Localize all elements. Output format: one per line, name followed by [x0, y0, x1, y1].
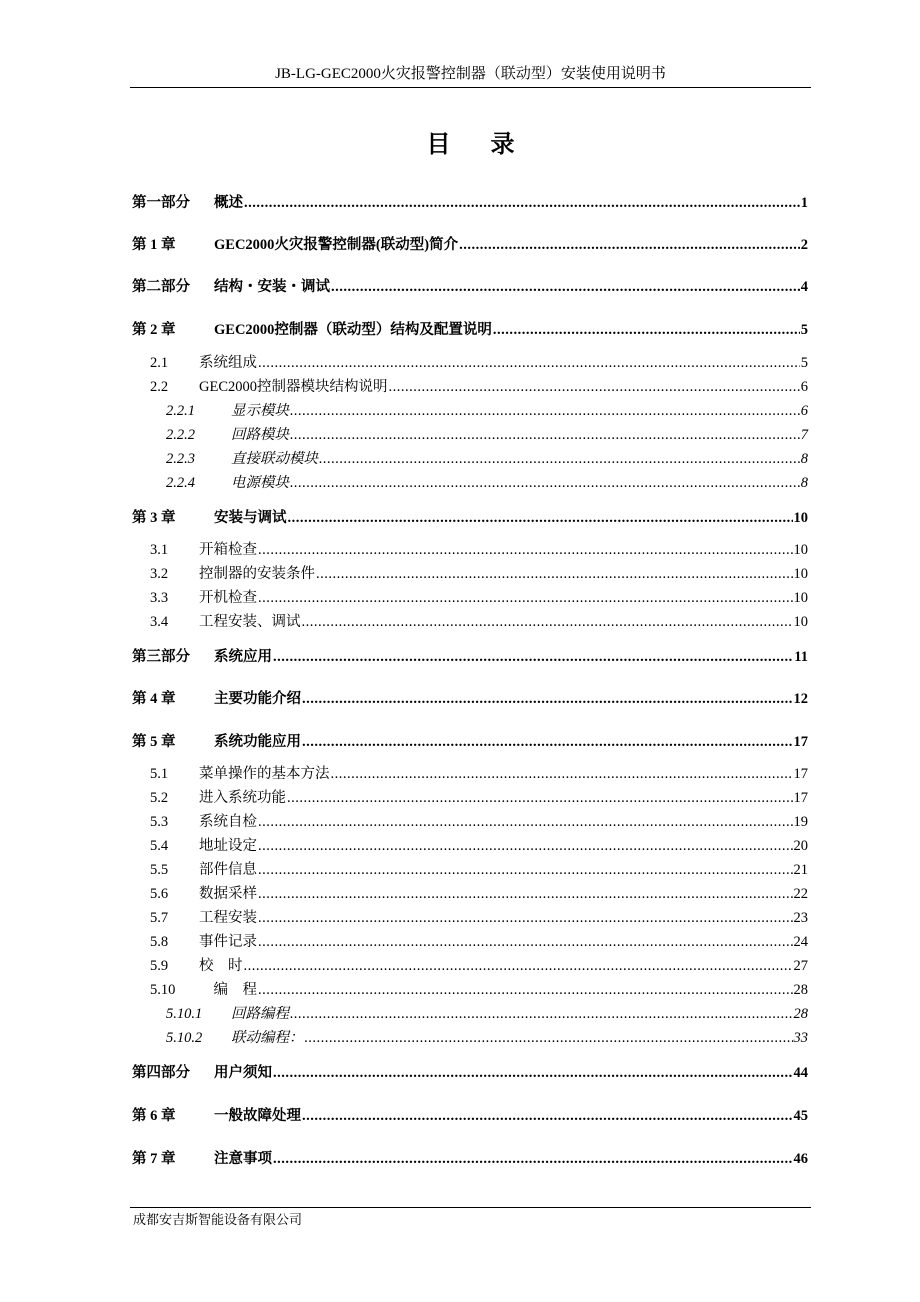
- toc-entry[interactable]: [132, 505, 808, 527]
- toc-entry-label: 工程安装: [199, 910, 257, 926]
- toc-entry-number: 2.2.2: [166, 427, 195, 443]
- toc-entry-label: 系统应用: [214, 649, 272, 665]
- toc-entry[interactable]: [132, 232, 808, 254]
- toc-entry-label: 部件信息: [199, 862, 257, 878]
- toc-leader-dots: [331, 278, 800, 296]
- toc-entry-number: 5.2: [150, 790, 169, 806]
- toc-entry-page: 6: [800, 379, 808, 395]
- toc-entry[interactable]: [132, 274, 808, 296]
- toc-entry-label: 电源模块: [231, 475, 289, 491]
- toc-entry-page: 6: [800, 403, 808, 419]
- toc-entry-page: 21: [793, 862, 808, 878]
- toc-entry[interactable]: [166, 470, 808, 492]
- toc-entry-label: GEC2000控制器（联动型）结构及配置说明: [214, 322, 492, 338]
- toc-entry[interactable]: [132, 729, 808, 751]
- toc-entry-page: 17: [793, 734, 808, 750]
- toc-entry-page: 27: [793, 958, 808, 974]
- toc-entry-number: 第二部分: [132, 279, 190, 295]
- page-title: 目录: [426, 132, 555, 158]
- toc-entry-page: 10: [793, 542, 808, 558]
- toc-entry[interactable]: [132, 190, 808, 212]
- toc-entry-number: 3.4: [150, 614, 169, 630]
- toc-leader-dots: [389, 378, 800, 396]
- toc-entry[interactable]: [166, 422, 808, 444]
- toc-entry-number: 第 4 章: [132, 691, 176, 707]
- toc-entry-label: 结构・安装・调试: [214, 279, 330, 295]
- toc-entry-number: 2.1: [150, 355, 169, 371]
- toc-entry-page: 46: [793, 1151, 808, 1167]
- toc-entry-page: 28: [793, 982, 808, 998]
- toc-entry[interactable]: [150, 833, 808, 855]
- toc-leader-dots: [302, 1107, 793, 1125]
- toc-entry-number: 2.2.3: [166, 451, 195, 467]
- toc-entry-label: 校 时: [199, 958, 243, 974]
- toc-leader-dots: [258, 589, 793, 607]
- toc-entry-label: 系统组成: [199, 355, 257, 371]
- toc-entry[interactable]: [150, 537, 808, 559]
- toc-entry-page: 2: [800, 237, 808, 253]
- toc-entry-label: 控制器的安装条件: [199, 566, 315, 582]
- toc-leader-dots: [290, 402, 800, 420]
- toc-leader-dots: [258, 813, 793, 831]
- toc-entry-page: 8: [800, 475, 808, 491]
- toc-entry-page: 17: [793, 790, 808, 806]
- toc-entry-label: 地址设定: [199, 838, 257, 854]
- toc-entry-label: 回路编程: [231, 1006, 289, 1022]
- toc-entry-page: 17: [793, 766, 808, 782]
- toc-leader-dots: [493, 321, 800, 339]
- toc-entry-number: 第三部分: [132, 649, 190, 665]
- toc-entry-page: 10: [793, 510, 808, 526]
- toc-entry-label: 菜单操作的基本方法: [199, 766, 330, 782]
- toc-entry-page: 10: [793, 614, 808, 630]
- toc-entry[interactable]: [150, 561, 808, 583]
- toc-entry-label: 回路模块: [231, 427, 289, 443]
- toc-entry-number: 5.8: [150, 934, 169, 950]
- toc-entry-page: 33: [793, 1030, 808, 1046]
- footer-divider: [130, 1207, 811, 1208]
- toc-entry[interactable]: [132, 317, 808, 339]
- toc-entry-number: 3.1: [150, 542, 169, 558]
- toc-leader-dots: [273, 1064, 793, 1082]
- toc-entry[interactable]: [150, 881, 808, 903]
- toc-entry-number: 5.6: [150, 886, 169, 902]
- toc-entry-label: GEC2000控制器模块结构说明: [199, 379, 388, 395]
- toc-entry-label: 安装与调试: [214, 510, 287, 526]
- toc-entry[interactable]: [132, 644, 808, 666]
- toc-entry[interactable]: [150, 785, 808, 807]
- toc-entry-label: 进入系统功能: [199, 790, 286, 806]
- header-divider: [130, 87, 811, 88]
- toc-leader-dots: [244, 957, 793, 975]
- page-footer: 成都安吉斯智能设备有限公司: [133, 1212, 303, 1227]
- toc-entry-label: 事件记录: [199, 934, 257, 950]
- toc-entry-label: 用户须知: [214, 1065, 272, 1081]
- toc-leader-dots: [258, 933, 793, 951]
- toc-entry[interactable]: [132, 686, 808, 708]
- toc-leader-dots: [258, 885, 793, 903]
- toc-entry-label: 显示模块: [231, 403, 289, 419]
- toc-leader-dots: [258, 909, 793, 927]
- toc-leader-dots: [244, 194, 800, 212]
- toc-entry[interactable]: [166, 446, 808, 468]
- toc-entry-number: 2.2: [150, 379, 169, 395]
- toc-entry-number: 第 6 章: [132, 1108, 176, 1124]
- toc-entry-label: 工程安装、调试: [199, 614, 301, 630]
- toc-entry-number: 第 5 章: [132, 734, 176, 750]
- toc-entry-page: 12: [793, 691, 808, 707]
- toc-entry-label: 编 程: [199, 982, 257, 998]
- toc-entry-page: 24: [793, 934, 808, 950]
- toc-entry[interactable]: [150, 857, 808, 879]
- toc-entry[interactable]: [150, 374, 808, 396]
- toc-entry-page: 11: [794, 649, 808, 665]
- toc-entry-number: 5.4: [150, 838, 169, 854]
- page-header: JB-LG-GEC2000火灾报警控制器（联动型）安装使用说明书: [275, 66, 666, 82]
- toc-entry-label: 概述: [214, 195, 243, 211]
- toc-entry-label: 直接联动模块: [231, 451, 318, 467]
- toc-entry-page: 44: [793, 1065, 808, 1081]
- toc-entry-label: 数据采样: [199, 886, 257, 902]
- toc-entry[interactable]: [150, 929, 808, 951]
- toc-entry-number: 5.3: [150, 814, 169, 830]
- toc-entry[interactable]: [166, 1001, 808, 1023]
- toc-entry-label: 主要功能介绍: [214, 691, 301, 707]
- toc-entry-page: 28: [793, 1006, 808, 1022]
- toc-entry-number: 2.2.4: [166, 475, 195, 491]
- toc-entry[interactable]: [150, 585, 808, 607]
- toc-entry-number: 3.3: [150, 590, 169, 606]
- toc-entry[interactable]: [132, 1103, 808, 1125]
- toc-leader-dots: [290, 1005, 793, 1023]
- toc-entry-number: 5.10.2: [166, 1030, 203, 1046]
- toc-entry-number: 5.1: [150, 766, 169, 782]
- toc-entry-page: 7: [800, 427, 808, 443]
- toc-entry-number: 第 2 章: [132, 322, 176, 338]
- toc-leader-dots: [273, 1150, 793, 1168]
- toc-leader-dots: [288, 509, 793, 527]
- toc-leader-dots: [258, 354, 800, 372]
- toc-entry[interactable]: [150, 905, 808, 927]
- toc-entry-number: 5.5: [150, 862, 169, 878]
- toc-entry-label: 联动编程：: [231, 1030, 304, 1046]
- toc-leader-dots: [258, 837, 793, 855]
- toc-entry-page: 19: [793, 814, 808, 830]
- toc-entry-number: 第四部分: [132, 1065, 190, 1081]
- toc-entry-page: 5: [800, 355, 808, 371]
- toc-entry-page: 22: [793, 886, 808, 902]
- toc-entry[interactable]: [150, 609, 808, 631]
- toc-leader-dots: [258, 861, 793, 879]
- toc-entry-label: 开箱检查: [199, 542, 257, 558]
- toc-leader-dots: [258, 981, 793, 999]
- toc-leader-dots: [287, 789, 793, 807]
- toc-leader-dots: [459, 236, 800, 254]
- toc-leader-dots: [319, 450, 800, 468]
- toc-entry-label: 系统自检: [199, 814, 257, 830]
- toc-entry-number: 第 3 章: [132, 510, 176, 526]
- toc-leader-dots: [290, 426, 800, 444]
- toc-leader-dots: [273, 648, 793, 666]
- toc-entry-number: 3.2: [150, 566, 169, 582]
- toc-entry[interactable]: [132, 1060, 808, 1082]
- toc-entry-page: 5: [800, 322, 808, 338]
- toc-entry-label: 系统功能应用: [214, 734, 301, 750]
- toc-leader-dots: [302, 613, 793, 631]
- toc-entry-number: 5.10.1: [166, 1006, 203, 1022]
- toc-entry-page: 20: [793, 838, 808, 854]
- toc-entry-label: GEC2000火灾报警控制器(联动型)简介: [214, 237, 459, 253]
- toc-entry-number: 5.7: [150, 910, 169, 926]
- toc-entry-page: 45: [793, 1108, 808, 1124]
- toc-entry[interactable]: [150, 977, 808, 999]
- toc-leader-dots: [305, 1029, 793, 1047]
- toc-entry-number: 第 7 章: [132, 1151, 176, 1167]
- toc-entry-page: 23: [793, 910, 808, 926]
- toc-entry-page: 10: [793, 566, 808, 582]
- toc-entry[interactable]: [166, 1025, 808, 1047]
- toc-entry[interactable]: [166, 398, 808, 420]
- toc-entry-number: 2.2.1: [166, 403, 195, 419]
- toc-leader-dots: [258, 541, 793, 559]
- toc-entry-page: 8: [800, 451, 808, 467]
- toc-entry[interactable]: [150, 953, 808, 975]
- toc-entry-page: 10: [793, 590, 808, 606]
- toc-leader-dots: [302, 690, 793, 708]
- toc-entry[interactable]: [132, 1146, 808, 1168]
- toc-entry-number: 5.9: [150, 958, 169, 974]
- toc-entry[interactable]: [150, 761, 808, 783]
- toc-leader-dots: [331, 765, 793, 783]
- toc-entry[interactable]: [150, 809, 808, 831]
- toc-entry-page: 1: [800, 195, 808, 211]
- toc-entry-number: 第一部分: [132, 195, 190, 211]
- toc-entry-page: 4: [800, 279, 808, 295]
- toc-entry-label: 一般故障处理: [214, 1108, 301, 1124]
- toc-entry-label: 开机检查: [199, 590, 257, 606]
- toc-entry-number: 第 1 章: [132, 237, 176, 253]
- toc-leader-dots: [290, 474, 800, 492]
- toc-entry-number: 5.10: [150, 982, 176, 998]
- toc-leader-dots: [316, 565, 793, 583]
- toc-entry-label: 注意事项: [214, 1151, 272, 1167]
- toc-leader-dots: [302, 733, 793, 751]
- toc-entry[interactable]: [150, 350, 808, 372]
